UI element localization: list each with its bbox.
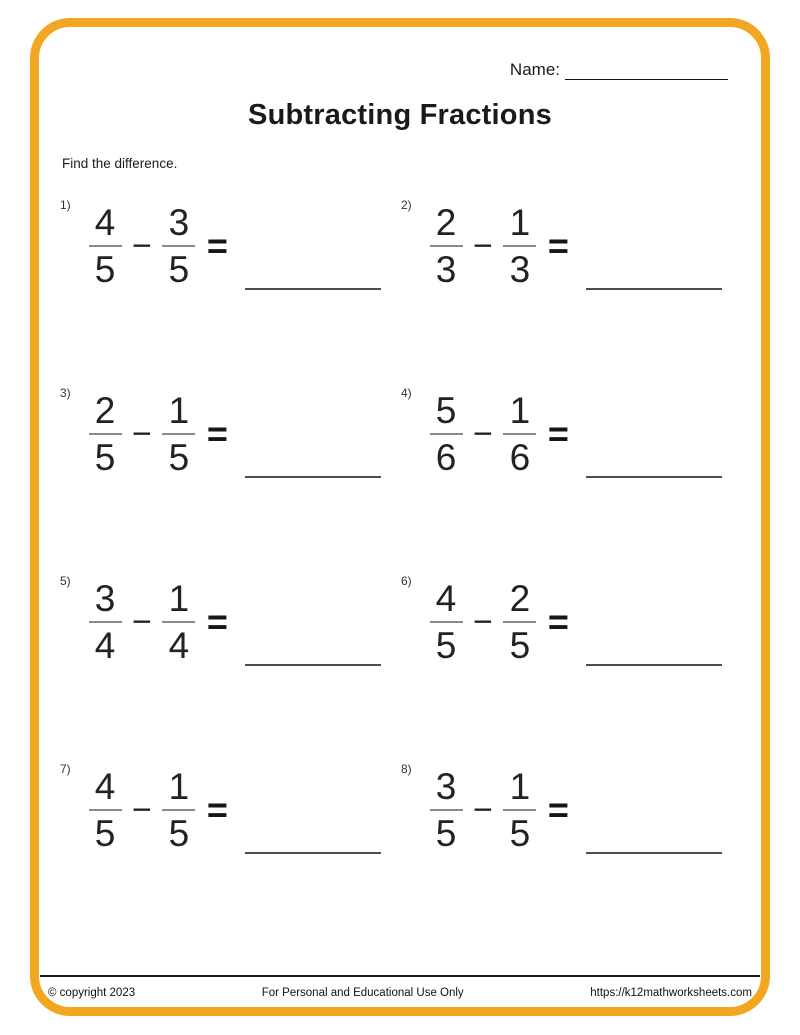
- subtrahend-denominator: 5: [168, 813, 190, 854]
- instruction-text: Find the difference.: [62, 156, 178, 171]
- equals-sign: =: [547, 601, 569, 642]
- minuend-fraction: [87, 768, 123, 852]
- minuend-fraction: [87, 580, 123, 664]
- problems-grid: [60, 196, 742, 948]
- subtrahend-fraction: [161, 204, 197, 288]
- minuend-numerator: 2: [94, 390, 116, 431]
- subtrahend-denominator: 5: [509, 813, 531, 854]
- fraction-bar: [162, 809, 195, 811]
- minus-sign: −: [132, 791, 152, 829]
- minus-sign: −: [473, 227, 493, 265]
- equals-sign: =: [206, 225, 228, 266]
- minuend-denominator: 5: [94, 437, 116, 478]
- subtrahend-fraction: [502, 204, 538, 288]
- minuend-numerator: 3: [435, 766, 457, 807]
- minuend-numerator: 4: [435, 578, 457, 619]
- subtrahend-fraction: [161, 392, 197, 476]
- subtrahend-numerator: 1: [168, 766, 190, 807]
- fraction-bar: [430, 245, 463, 247]
- problem-expression: [87, 392, 381, 476]
- minuend-denominator: 4: [94, 625, 116, 666]
- footer-usage-note: For Personal and Educational Use Only: [261, 987, 464, 999]
- fraction-bar: [430, 433, 463, 435]
- equals-sign: =: [206, 601, 228, 642]
- problem-expression: [87, 580, 381, 664]
- fraction-bar: [162, 245, 195, 247]
- problem-expression: [87, 768, 381, 852]
- problem-number: 1): [60, 198, 71, 212]
- subtrahend-numerator: 3: [168, 202, 190, 243]
- answer-blank[interactable]: [586, 654, 722, 666]
- problem-expression: [428, 580, 722, 664]
- minuend-denominator: 5: [94, 249, 116, 290]
- footer: [39, 987, 761, 999]
- problem-number: 3): [60, 386, 71, 400]
- subtrahend-fraction: [161, 768, 197, 852]
- minuend-fraction: [87, 204, 123, 288]
- equals-sign: =: [547, 789, 569, 830]
- problem-number: 5): [60, 574, 71, 588]
- problem-expression: [428, 768, 722, 852]
- minus-sign: −: [132, 415, 152, 453]
- minus-sign: −: [473, 603, 493, 641]
- problem: [401, 572, 742, 760]
- minuend-denominator: 6: [435, 437, 457, 478]
- subtrahend-denominator: 5: [168, 437, 190, 478]
- footer-url[interactable]: https://k12mathworksheets.com: [590, 987, 752, 999]
- footer-copyright: © copyright 2023: [48, 987, 136, 999]
- minuend-numerator: 4: [94, 202, 116, 243]
- minuend-denominator: 5: [435, 625, 457, 666]
- footer-divider: [40, 975, 760, 977]
- fraction-bar: [503, 245, 536, 247]
- problem: [401, 384, 742, 572]
- problem: [401, 760, 742, 948]
- problem-expression: [428, 204, 722, 288]
- minus-sign: −: [473, 415, 493, 453]
- problem-number: 2): [401, 198, 412, 212]
- fraction-bar: [162, 621, 195, 623]
- fraction-bar: [503, 809, 536, 811]
- minuend-fraction: [428, 768, 464, 852]
- problem-number: 4): [401, 386, 412, 400]
- subtrahend-numerator: 1: [168, 578, 190, 619]
- equals-sign: =: [547, 413, 569, 454]
- subtrahend-numerator: 1: [509, 202, 531, 243]
- answer-blank[interactable]: [245, 654, 381, 666]
- answer-blank[interactable]: [245, 278, 381, 290]
- minuend-fraction: [428, 580, 464, 664]
- fraction-bar: [503, 433, 536, 435]
- subtrahend-fraction: [502, 768, 538, 852]
- problem-number: 8): [401, 762, 412, 776]
- minuend-numerator: 5: [435, 390, 457, 431]
- problem: [60, 760, 401, 948]
- name-input-line[interactable]: [565, 61, 728, 80]
- answer-blank[interactable]: [586, 842, 722, 854]
- fraction-bar: [89, 433, 122, 435]
- subtrahend-fraction: [502, 392, 538, 476]
- page-title: Subtracting Fractions: [248, 99, 552, 131]
- answer-blank[interactable]: [245, 842, 381, 854]
- minuend-denominator: 3: [435, 249, 457, 290]
- subtrahend-denominator: 5: [509, 625, 531, 666]
- subtrahend-denominator: 4: [168, 625, 190, 666]
- answer-blank[interactable]: [245, 466, 381, 478]
- minuend-numerator: 4: [94, 766, 116, 807]
- minuend-denominator: 5: [94, 813, 116, 854]
- subtrahend-numerator: 1: [509, 390, 531, 431]
- subtrahend-denominator: 6: [509, 437, 531, 478]
- fraction-bar: [89, 245, 122, 247]
- answer-blank[interactable]: [586, 278, 722, 290]
- minuend-fraction: [428, 204, 464, 288]
- problem-expression: [87, 204, 381, 288]
- problem: [401, 196, 742, 384]
- fraction-bar: [162, 433, 195, 435]
- minuend-fraction: [428, 392, 464, 476]
- problem: [60, 572, 401, 760]
- equals-sign: =: [206, 413, 228, 454]
- fraction-bar: [430, 809, 463, 811]
- minuend-denominator: 5: [435, 813, 457, 854]
- minus-sign: −: [132, 603, 152, 641]
- subtrahend-denominator: 5: [168, 249, 190, 290]
- equals-sign: =: [547, 225, 569, 266]
- minuend-numerator: 3: [94, 578, 116, 619]
- answer-blank[interactable]: [586, 466, 722, 478]
- fraction-bar: [503, 621, 536, 623]
- minuend-fraction: [87, 392, 123, 476]
- subtrahend-fraction: [502, 580, 538, 664]
- subtrahend-denominator: 3: [509, 249, 531, 290]
- subtrahend-numerator: 2: [509, 578, 531, 619]
- minus-sign: −: [132, 227, 152, 265]
- problem-number: 6): [401, 574, 412, 588]
- worksheet-frame: [30, 18, 770, 1016]
- problem: [60, 384, 401, 572]
- equals-sign: =: [206, 789, 228, 830]
- name-field-row: [510, 60, 728, 80]
- fraction-bar: [89, 621, 122, 623]
- subtrahend-numerator: 1: [168, 390, 190, 431]
- minuend-numerator: 2: [435, 202, 457, 243]
- subtrahend-fraction: [161, 580, 197, 664]
- problem-number: 7): [60, 762, 71, 776]
- fraction-bar: [430, 621, 463, 623]
- minus-sign: −: [473, 791, 493, 829]
- problem: [60, 196, 401, 384]
- subtrahend-numerator: 1: [509, 766, 531, 807]
- name-label: Name:: [509, 60, 560, 79]
- fraction-bar: [89, 809, 122, 811]
- problem-expression: [428, 392, 722, 476]
